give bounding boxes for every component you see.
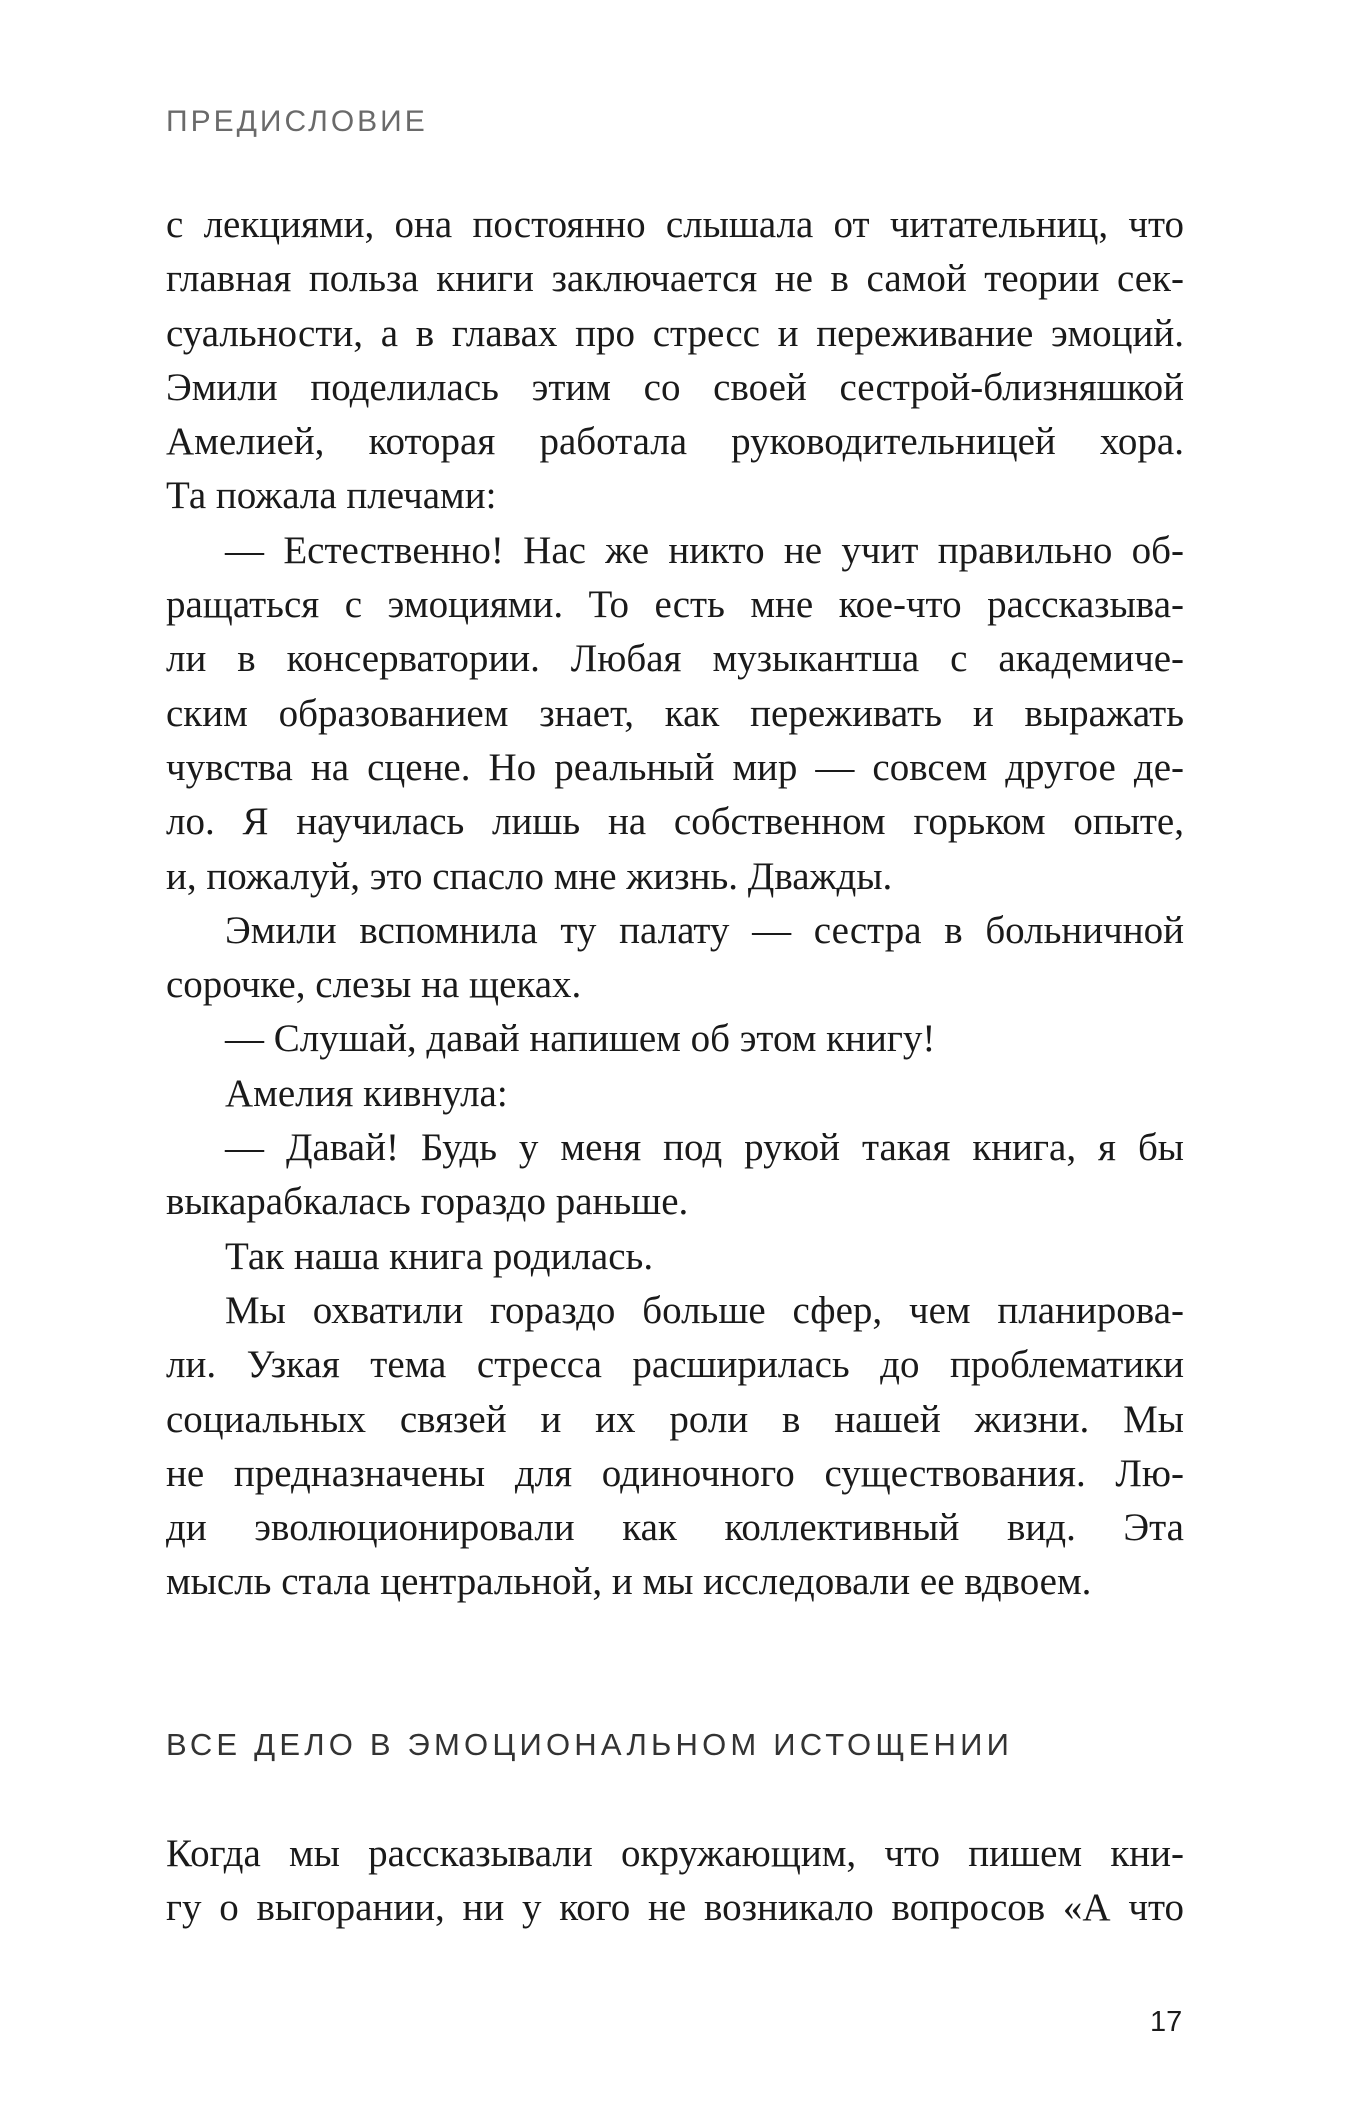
text-line: чувства на сцене. Но реальный мир — совсем другое де- [166, 745, 1184, 789]
text-line: ли в консерватории. Любая музыкантша с академиче- [166, 637, 1184, 681]
text-line: ли. Узкая тема стресса расширилась до проблематики [166, 1343, 1184, 1387]
text-line: Эмили поделилась этим со своей сестрой-близняшкой [166, 365, 1184, 409]
section-text [166, 1827, 1184, 1936]
text-line: и, пожалуй, это спасло мне жизнь. Дважды. [166, 854, 893, 898]
text-line: Амелией, которая работала руководительницей хора. [166, 420, 1184, 464]
text-line: гу о выгорании, ни у кого не возникало вопросов «А что [166, 1886, 1184, 1930]
text-line: Так наша книга родилась. [225, 1234, 654, 1278]
text-line: социальных связей и их роли в нашей жизни. Мы [166, 1397, 1184, 1441]
text-line: ло. Я научилась лишь на собственном горьком опыте, [166, 800, 1184, 844]
page-number: 17 [1150, 2006, 1183, 2038]
text-line: — Слушай, давай напишем об этом книгу! [225, 1017, 936, 1061]
text-line: ращаться с эмоциями. То есть мне кое-что рассказыва- [166, 583, 1184, 627]
text-line: выкарабкалась гораздо раньше. [166, 1180, 689, 1224]
body-text [166, 198, 1184, 1610]
text-line: суальности, а в главах про стресс и переживание эмоций. [166, 311, 1184, 355]
text-line: Амелия кивнула: [225, 1071, 508, 1115]
section-heading: ВСЕ ДЕЛО В ЭМОЦИОНАЛЬНОМ ИСТОЩЕНИИ [166, 1727, 1014, 1762]
text-line: — Давай! Будь у меня под рукой такая книга, я бы [225, 1126, 1184, 1170]
text-line: Когда мы рассказывали окружающим, что пишем кни- [166, 1832, 1184, 1875]
text-line: не предназначены для одиночного существования. Лю- [166, 1451, 1184, 1495]
text-line: Та пожала плечами: [166, 474, 497, 518]
text-line: — Естественно! Нас же никто не учит правильно об- [225, 528, 1184, 572]
text-line: сорочке, слезы на щеках. [166, 963, 582, 1007]
running-header: ПРЕДИСЛОВИЕ [166, 105, 428, 138]
text-line: Мы охватили гораздо больше сфер, чем планирова- [225, 1288, 1184, 1332]
text-line: ским образованием знает, как переживать и выражать [166, 691, 1184, 735]
text-line: главная польза книги заключается не в самой теории сек- [166, 257, 1184, 301]
text-line: с лекциями, она постоянно слышала от читательниц, что [166, 203, 1184, 246]
text-line: мысль стала центральной, и мы исследовали ее вдвоем. [166, 1560, 1092, 1604]
text-line: Эмили вспомнила ту палату — сестра в больничной [225, 908, 1184, 952]
text-line: ди эволюционировали как коллективный вид. Эта [166, 1506, 1184, 1550]
